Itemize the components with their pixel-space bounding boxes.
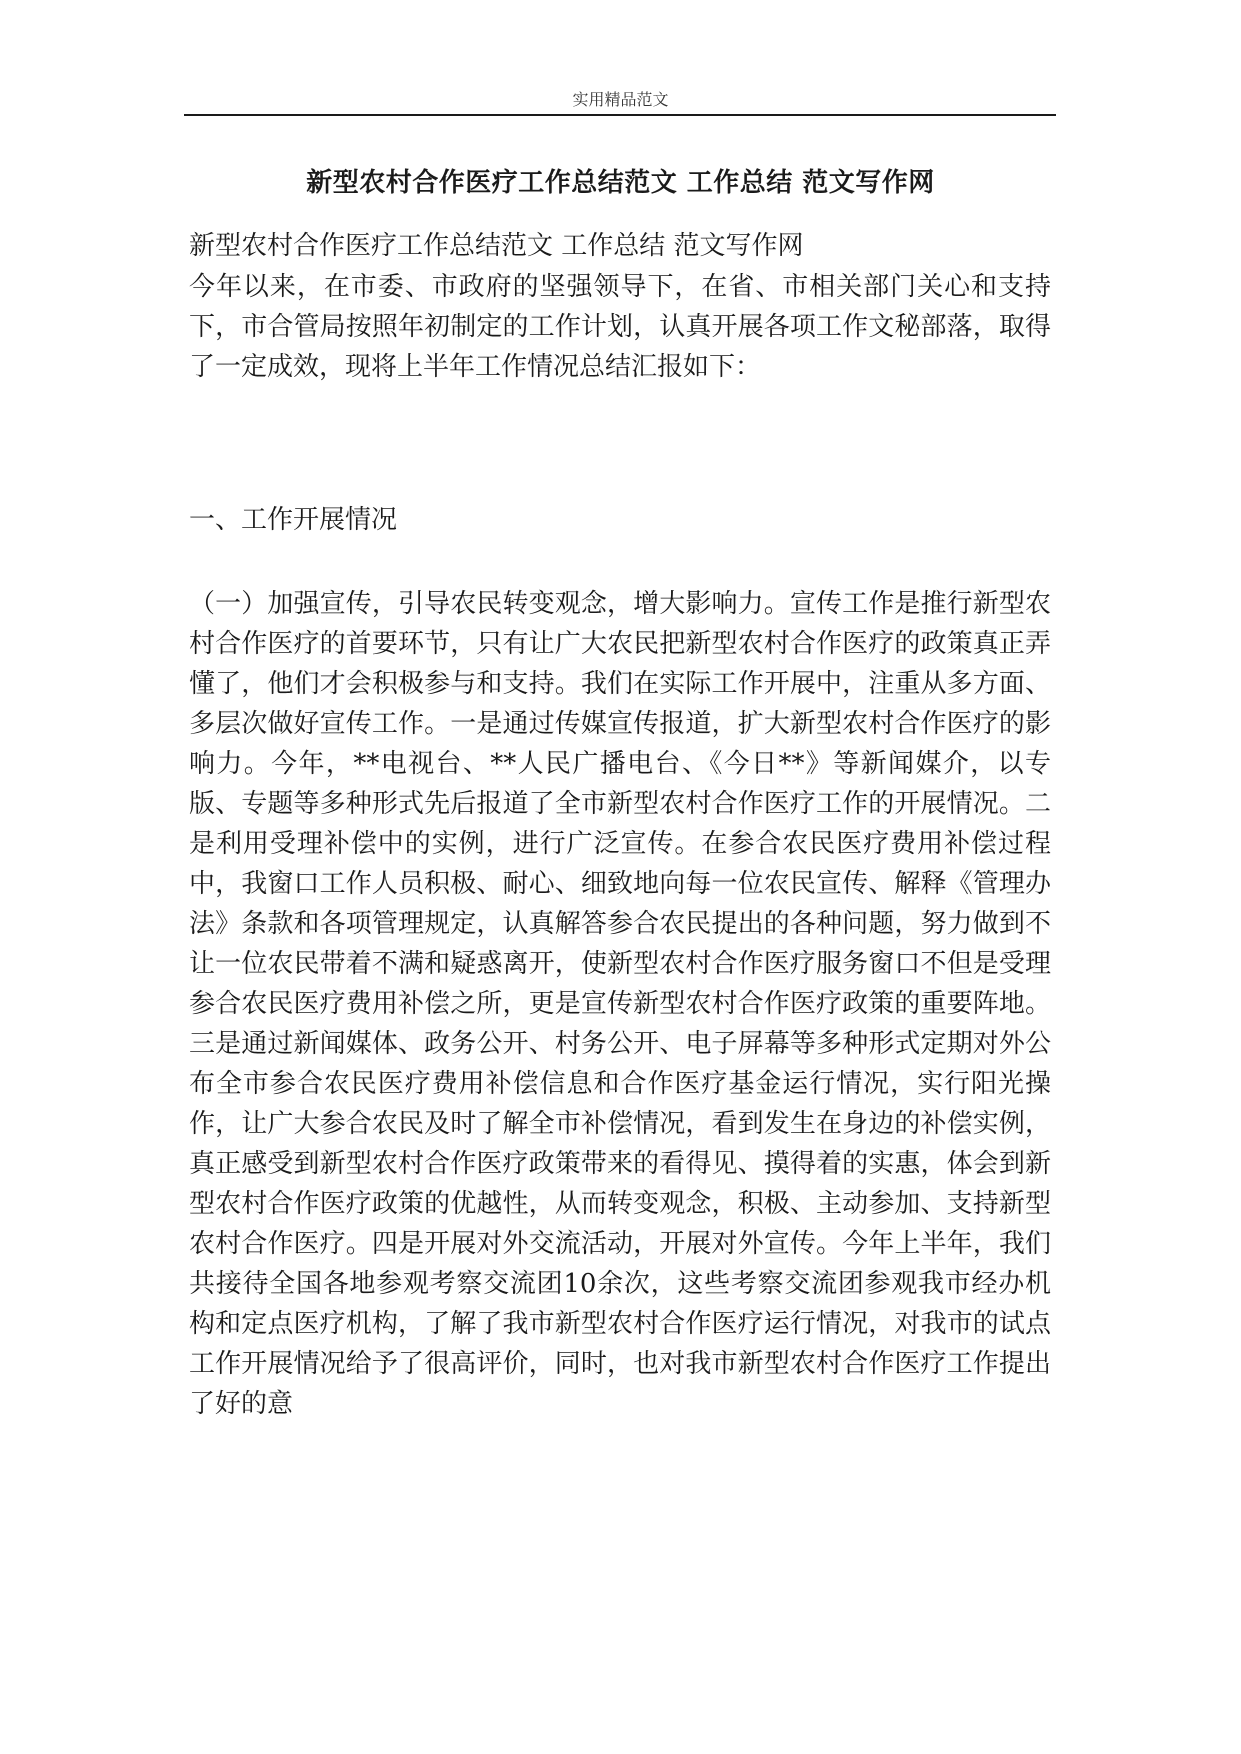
intro-paragraph: 今年以来，在市委、市政府的坚强领导下，在省、市相关部门关心和支持下，市合管局按照年初制定的工作计划，认真开展各项工作文秘部落，取得了一定成效，现将上半年工作情况总结汇报如下： (189, 272, 1051, 382)
section-heading: 一、工作开展情况 (189, 505, 398, 535)
document-subtitle: 新型农村合作医疗工作总结范文 工作总结 范文写作网 (189, 231, 804, 261)
header-divider (184, 114, 1056, 116)
body-paragraph: （一）加强宣传，引导农民转变观念，增大影响力。宣传工作是推行新型农村合作医疗的首要环节，只有让广大农民把新型农村合作医疗的政策真正弄懂了，他们才会积极参与和支持。我们在实际工作开展中，注重从多方面、多层次做好宣传工作。一是通过传媒宣传报道，扩大新型农村合作医疗的影响力。今年，**电视台、**人民广播电台、《今日**》等新闻媒介，以专版、专题等多种形式先后报道了全市新型农村合作医疗工作的开展情况。二是利用受理补偿中的实例，进行广泛宣传。在参合农民医疗费用补偿过程中，我窗口工作人员积极、耐心、细致地向每一位农民宣传、解释《管理办法》条款和各项管理规定，认真解答参合农民提出的各种问题，努力做到不让一位农民带着不满和疑惑离开，使新型农村合作医疗服务窗口不但是受理参合农民医疗费用补偿之所，更是宣传新型农村合作医疗政策的重要阵地。三是通过新闻媒体、政务公开、村务公开、电子屏幕等多种形式定期对外公布全市参合农民医疗费用补偿信息和合作医疗基金运行情况，实行阳光操作，让广大参合农民及时了解全市补偿情况，看到发生在身边的补偿实例，真正感受到新型农村合作医疗政策带来的看得见、摸得着的实惠，体会到新型农村合作医疗政策的优越性，从而转变观念，积极、主动参加、支持新型农村合作医疗。四是开展对外交流活动，开展对外宣传。今年上半年，我们共接待全国各地参观考察交流团10余次，这些考察交流团参观我市经办机构和定点医疗机构，了解了我市新型农村合作医疗运行情况，对我市的试点工作开展情况给予了很高评价，同时，也对我市新型农村合作医疗工作提出了好的意 (189, 589, 1051, 1419)
document-title: 新型农村合作医疗工作总结范文 工作总结 范文写作网 (306, 168, 935, 198)
page-header: 实用精品范文 (572, 90, 669, 109)
